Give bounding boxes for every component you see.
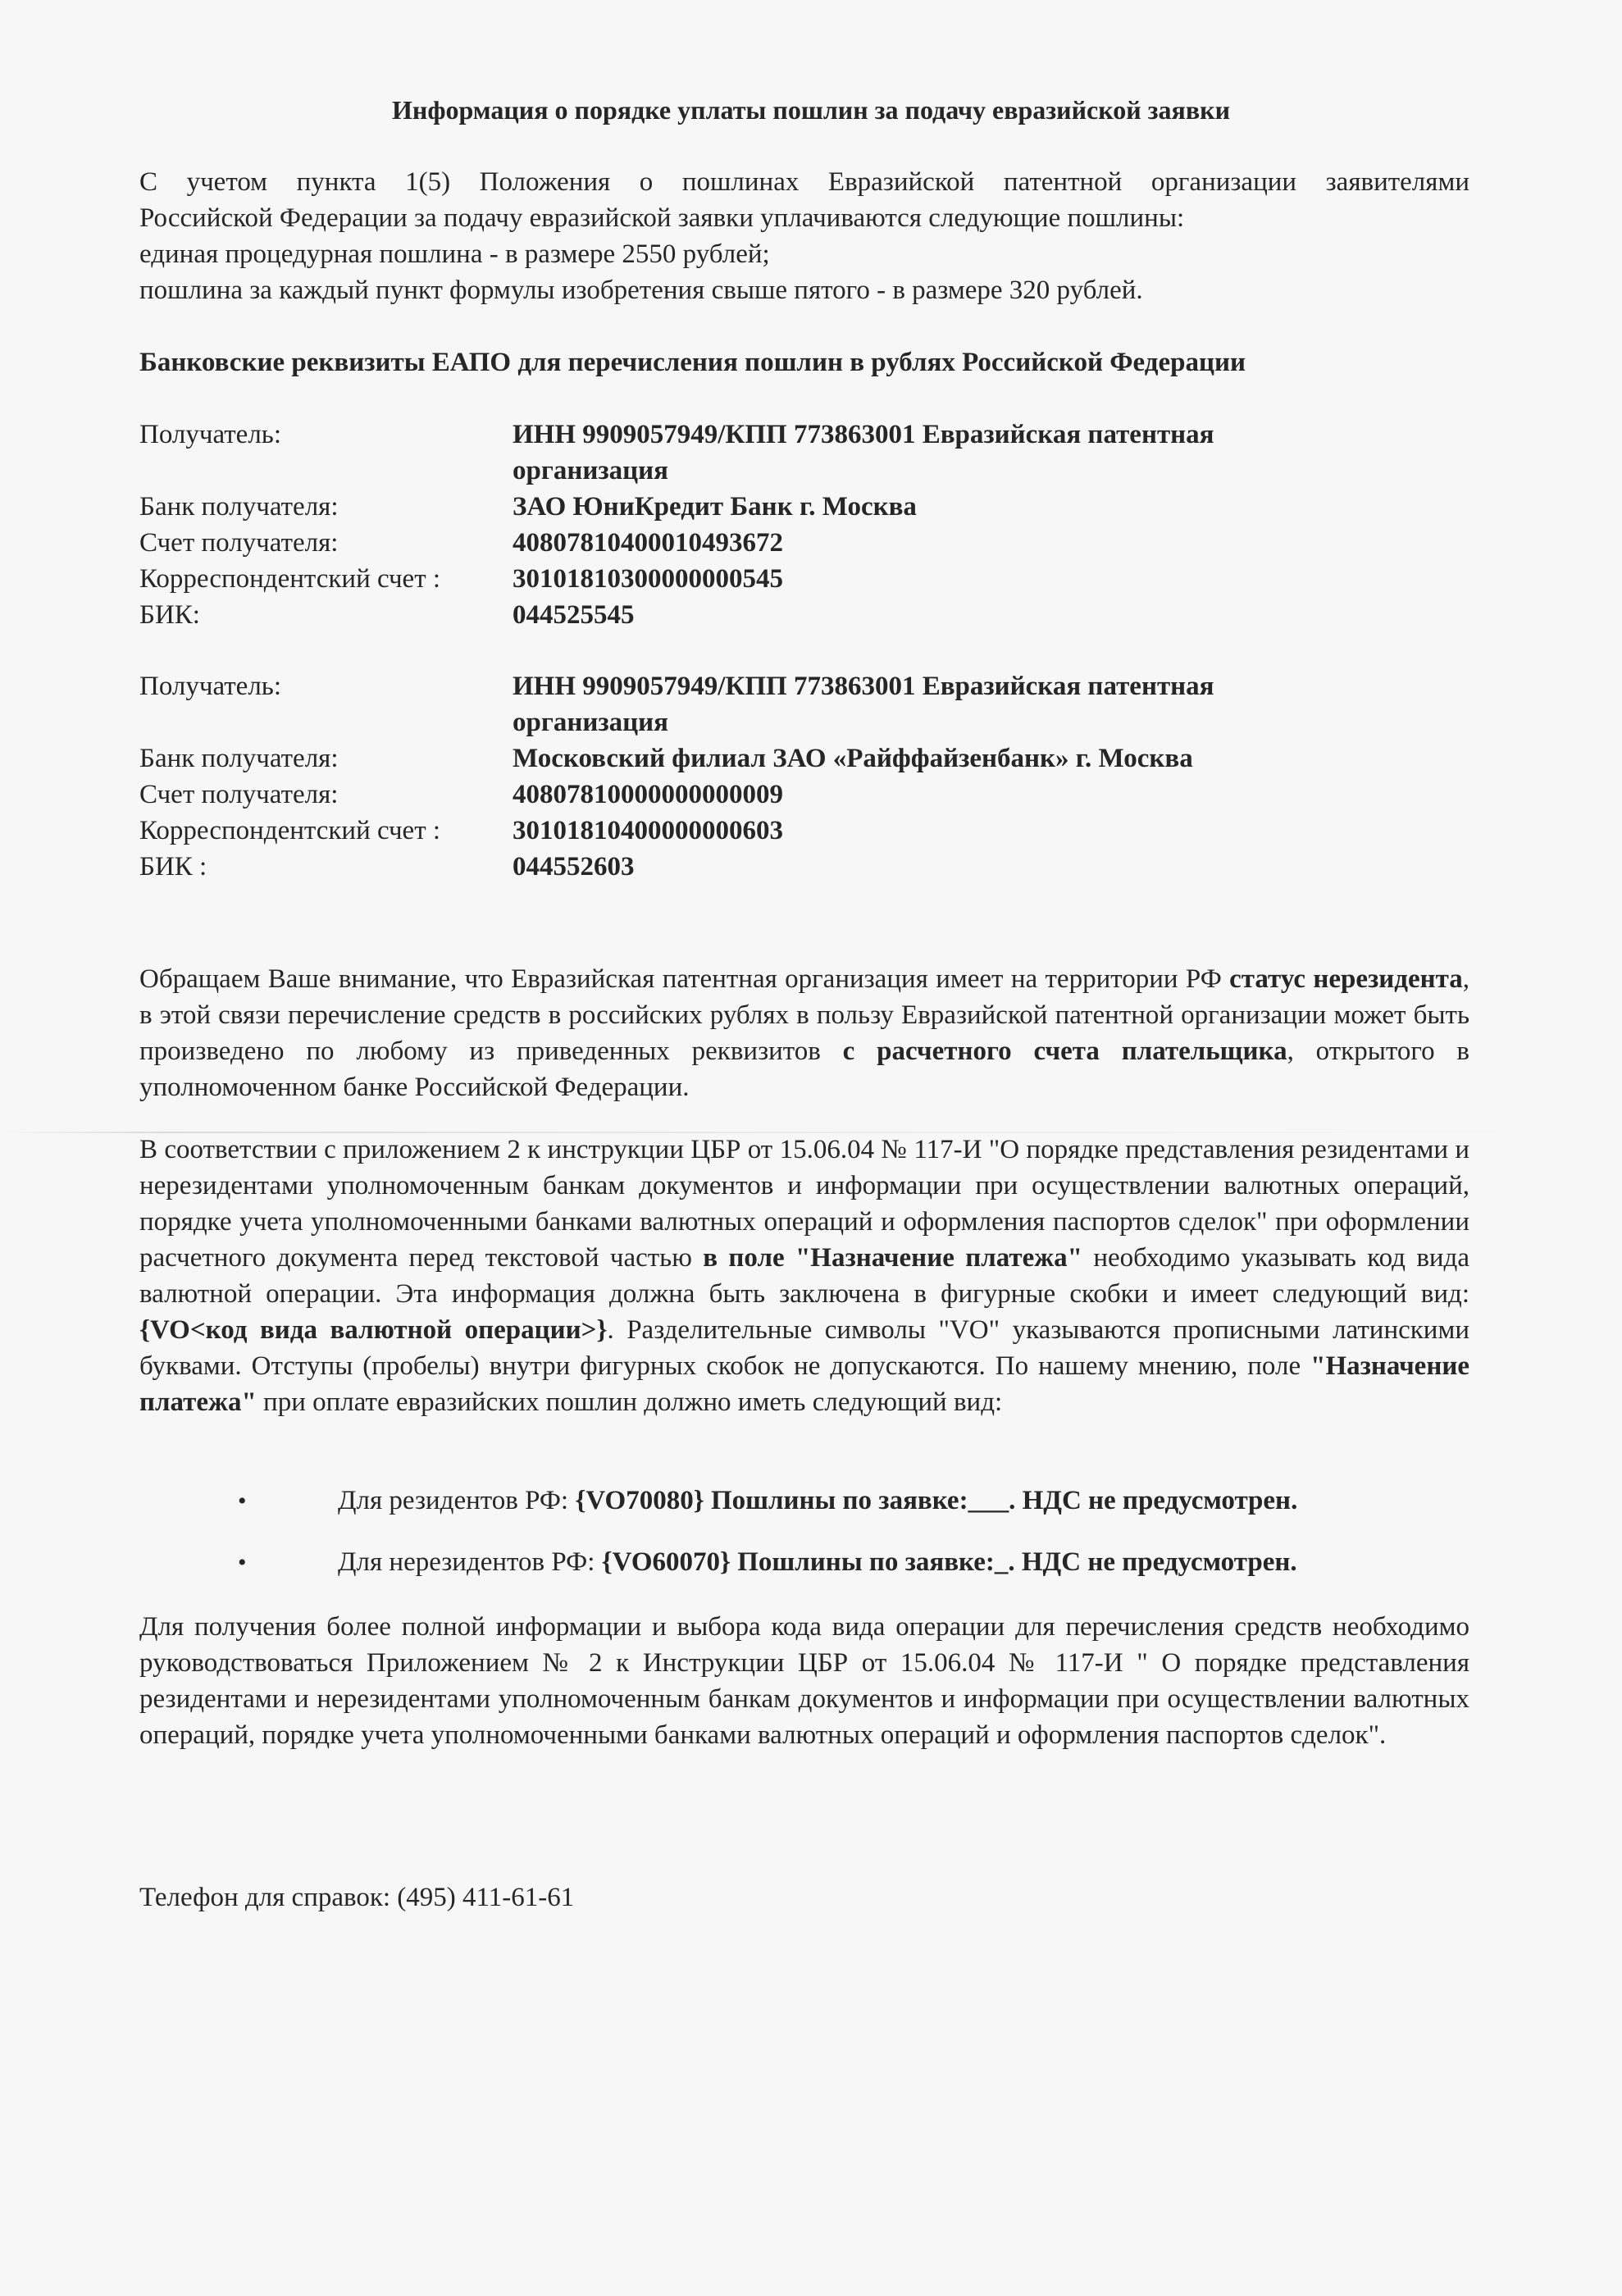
recipient-row bbox=[139, 417, 1469, 489]
intro-paragraph bbox=[139, 164, 1469, 308]
payment-purpose-instruction-paragraph bbox=[139, 1132, 1469, 1420]
notice-emphasis: с расчетного счета плательщика bbox=[842, 1036, 1287, 1066]
notice-emphasis: статус нерезидента bbox=[1229, 964, 1463, 994]
bank-details-heading: Банковские реквизиты ЕАПО для перечисления пошлин в рублях Российской Федерации bbox=[139, 348, 1246, 377]
intro-line: С учетом пункта 1(5) Положения о пошлинах Евразийской патентной организации заявителями bbox=[139, 167, 1469, 197]
instruction-emphasis: {VO<код вида валютной операции>} bbox=[139, 1315, 608, 1345]
instruction-text: необходимо указывать код вида валютной операции. Эта информация должна быть заключена в фигурные скобки и имеет следующий вид: bbox=[139, 1243, 1469, 1309]
bank-value: ЗАО ЮниКредит Банк г. Москва bbox=[513, 492, 917, 522]
bank-label: Банк получателя: bbox=[139, 492, 339, 522]
contact-phone: Телефон для справок: (495) 411-61-61 bbox=[139, 1883, 575, 1912]
account-row bbox=[139, 525, 1469, 561]
bik-value: 044552603 bbox=[513, 852, 635, 882]
list-item-text bbox=[338, 1483, 1297, 1519]
notice-text: Обращаем Ваше внимание, что Евразийская патентная организация имеет на территории РФ bbox=[139, 964, 1230, 994]
recipient-value bbox=[513, 668, 1415, 740]
requisites-block-1 bbox=[139, 417, 1469, 633]
corr-account-row bbox=[139, 813, 1469, 849]
recipient-value-line: организация bbox=[513, 708, 669, 737]
recipient-value bbox=[513, 417, 1415, 489]
bank-row bbox=[139, 740, 1469, 777]
notice-text: , в этой связи перечисление средств в российских рублях в пользу Евразийской патентной организации может быть произведено по любому из приведенных реквизитов bbox=[139, 964, 1469, 1066]
bank-label: Банк получателя: bbox=[139, 744, 339, 773]
account-label: Счет получателя: bbox=[139, 780, 339, 809]
corr-account-label: Корреспондентский счет : bbox=[139, 564, 441, 594]
bullet-icon: • bbox=[238, 1549, 247, 1576]
bik-label: БИК : bbox=[139, 852, 207, 882]
recipient-value-line: организация bbox=[513, 456, 669, 485]
instruction-text: при оплате евразийских пошлин должно иметь следующий вид: bbox=[256, 1387, 1003, 1417]
corr-account-value: 30101810400000000603 bbox=[513, 816, 783, 845]
recipient-label: Получатель: bbox=[139, 420, 282, 449]
bank-value: Московский филиал ЗАО «Райффайзенбанк» г. Москва bbox=[513, 744, 1193, 773]
instruction-text: В соответствии с приложением 2 к инструкции ЦБР от 15.06.04 № 117-И "О порядке представления резидентами и нерезидентами уполномоченным банкам документов и информации при осуществлении валютных операций, порядке учета уполномоченными банками валютных операций и оформления паспортов сделок" при оформлении расчетного документа перед текстовой частью bbox=[139, 1135, 1469, 1273]
instruction-emphasis: "Назначение платежа" bbox=[139, 1351, 1469, 1417]
account-row bbox=[139, 777, 1469, 813]
intro-line: пошлина за каждый пункт формулы изобретения свыше пятого - в размере 320 рублей. bbox=[139, 276, 1143, 305]
notice-text: , открытого в уполномоченном банке Российской Федерации. bbox=[139, 1036, 1469, 1102]
account-label: Счет получателя: bbox=[139, 528, 339, 558]
bank-row bbox=[139, 489, 1469, 525]
account-value: 40807810400010493672 bbox=[513, 528, 783, 558]
bullet-icon: • bbox=[238, 1487, 247, 1515]
list-item-emphasis: {VO70080} Пошлины по заявке:___. НДС не предусмотрен. bbox=[575, 1486, 1298, 1515]
payment-purpose-examples-list bbox=[238, 1483, 1501, 1581]
list-item-prefix: Для нерезидентов РФ: bbox=[338, 1547, 602, 1577]
bik-row bbox=[139, 849, 1469, 885]
list-item bbox=[238, 1483, 1501, 1519]
bik-label: БИК: bbox=[139, 600, 200, 630]
list-item-text bbox=[338, 1544, 1297, 1580]
list-item-emphasis: {VO60070} Пошлины по заявке:_. НДС не предусмотрен. bbox=[601, 1547, 1297, 1577]
document-title: Информация о порядке уплаты пошлин за подачу евразийской заявки bbox=[392, 95, 1230, 125]
bik-value: 044525545 bbox=[513, 600, 635, 630]
recipient-label: Получатель: bbox=[139, 672, 282, 701]
instruction-emphasis: в поле "Назначение платежа" bbox=[703, 1243, 1082, 1273]
account-value: 40807810000000000009 bbox=[513, 780, 783, 809]
corr-account-value: 30101810300000000545 bbox=[513, 564, 783, 594]
recipient-value-line: ИНН 9909057949/КПП 773863001 Евразийская патентная bbox=[513, 672, 1214, 701]
nonresident-notice-paragraph bbox=[139, 961, 1469, 1105]
recipient-value-line: ИНН 9909057949/КПП 773863001 Евразийская патентная bbox=[513, 420, 1214, 449]
instruction-text: . Разделительные символы "VO" указываются прописными латинскими буквами. Отступы (пробелы) внутри фигурных скобок не допускаются. По нашему мнению, поле bbox=[139, 1315, 1469, 1381]
requisites-block-2 bbox=[139, 668, 1469, 885]
corr-account-row bbox=[139, 561, 1469, 597]
recipient-row bbox=[139, 668, 1469, 740]
bik-row bbox=[139, 597, 1469, 633]
list-item bbox=[238, 1544, 1501, 1581]
intro-line: единая процедурная пошлина - в размере 2550 рублей; bbox=[139, 239, 770, 269]
corr-account-label: Корреспондентский счет : bbox=[139, 816, 441, 845]
intro-line: Российской Федерации за подачу евразийской заявки уплачиваются следующие пошлины: bbox=[139, 203, 1185, 233]
more-info-paragraph: Для получения более полной информации и выбора кода вида операции для перечисления средств необходимо руководствоваться Приложением № 2 к Инструкции ЦБР от 15.06.04 № 117-И " О порядке представления резидентами и нерезидентами уполномоченным банкам документов и информации при осуществлении валютных операций, порядке учета уполномоченными банками валютных операций и оформления паспортов сделок". bbox=[139, 1612, 1469, 1750]
list-item-prefix: Для резидентов РФ: bbox=[338, 1486, 576, 1515]
